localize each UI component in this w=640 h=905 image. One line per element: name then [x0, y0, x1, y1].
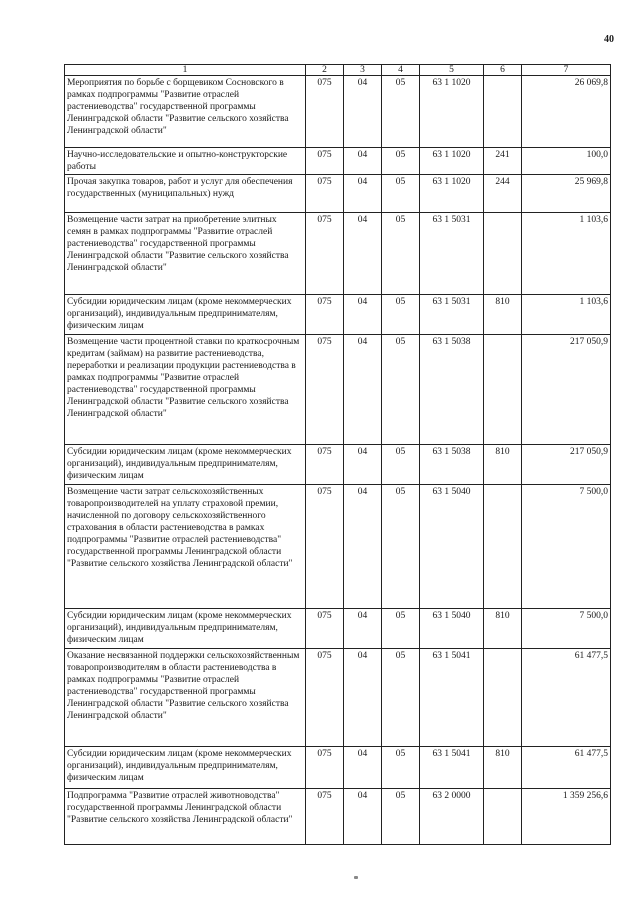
table-row [65, 747, 611, 789]
amount: 7 500,0 [522, 485, 611, 609]
amount: 7 500,0 [522, 609, 611, 649]
expense-type-code: 810 [484, 609, 522, 649]
target-article-code: 63 1 1020 [420, 175, 484, 213]
subsection-code: 05 [382, 213, 420, 295]
ministry-code: 075 [306, 747, 344, 789]
expense-type-code: 244 [484, 175, 522, 213]
table-row [65, 148, 611, 175]
amount: 100,0 [522, 148, 611, 175]
target-article-code: 63 1 5041 [420, 747, 484, 789]
row-name: Возмещение части затрат сельскохозяйственных товаропроизводителей на уплату страховой премии, начисленной по договору сельскохозяйственного страхования в области растениеводства в рамках подпрограммы "Развитие отраслей растениеводства" государственной программы Ленинградской области "Развитие сельского хозяйства Ленинградской области" [65, 485, 306, 609]
amount: 1 103,6 [522, 295, 611, 335]
amount: 217 050,9 [522, 445, 611, 485]
subsection-code: 05 [382, 445, 420, 485]
subsection-code: 05 [382, 335, 420, 445]
target-article-code: 63 1 5031 [420, 295, 484, 335]
expense-type-code [484, 649, 522, 747]
table-row [65, 485, 611, 609]
column-header: 4 [382, 65, 420, 76]
row-name: Оказание несвязанной поддержки сельскохозяйственным товаропроизводителям в области растениеводства в рамках подпрограммы "Развитие отраслей растениеводства" государственной программы Ленинградской области "Развитие сельского хозяйства Ленинградской области" [65, 649, 306, 747]
ministry-code: 075 [306, 789, 344, 845]
amount: 217 050,9 [522, 335, 611, 445]
column-header: 1 [65, 65, 306, 76]
target-article-code: 63 1 5031 [420, 213, 484, 295]
page-number: 40 [604, 34, 614, 45]
budget-table [64, 64, 611, 845]
section-code: 04 [344, 747, 382, 789]
expense-type-code: 241 [484, 148, 522, 175]
column-header: 7 [522, 65, 611, 76]
amount: 61 477,5 [522, 649, 611, 747]
expense-type-code [484, 789, 522, 845]
table-row [65, 295, 611, 335]
section-code: 04 [344, 148, 382, 175]
section-code: 04 [344, 76, 382, 148]
table-row [65, 789, 611, 845]
row-name: Мероприятия по борьбе с борщевиком Сосновского в рамках подпрограммы "Развитие отраслей растениеводства" государственной программы Ленинградской области "Развитие сельского хозяйства Ленинградской области" [65, 76, 306, 148]
column-header: 6 [484, 65, 522, 76]
target-article-code: 63 1 5038 [420, 335, 484, 445]
row-name: Подпрограмма "Развитие отраслей животноводства" государственной программы Ленинградской области "Развитие сельского хозяйства Ленинградской области" [65, 789, 306, 845]
expense-type-code [484, 213, 522, 295]
target-article-code: 63 1 5040 [420, 485, 484, 609]
expense-type-code: 810 [484, 445, 522, 485]
table-row [65, 335, 611, 445]
amount: 1 359 256,6 [522, 789, 611, 845]
row-name: Субсидии юридическим лицам (кроме некоммерческих организаций), индивидуальным предпринимателям, физическим лицам [65, 747, 306, 789]
table-row [65, 609, 611, 649]
ministry-code: 075 [306, 609, 344, 649]
section-code: 04 [344, 213, 382, 295]
subsection-code: 05 [382, 148, 420, 175]
target-article-code: 63 1 5040 [420, 609, 484, 649]
expense-type-code [484, 335, 522, 445]
subsection-code: 05 [382, 789, 420, 845]
ministry-code: 075 [306, 175, 344, 213]
subsection-code: 05 [382, 649, 420, 747]
row-name: Возмещение части процентной ставки по краткосрочным кредитам (займам) на развитие растениеводства, переработки и реализации продукции растениеводства в рамках подпрограммы "Развитие отраслей растениеводства" государственной программы Ленинградской области "Развитие сельского хозяйства Ленинградской области" [65, 335, 306, 445]
ministry-code: 075 [306, 213, 344, 295]
row-name: Субсидии юридическим лицам (кроме некоммерческих организаций), индивидуальным предпринимателям, физическим лицам [65, 609, 306, 649]
row-name: Научно-исследовательские и опытно-конструкторские работы [65, 148, 306, 175]
section-code: 04 [344, 485, 382, 609]
header-row [65, 65, 611, 76]
table-row [65, 175, 611, 213]
table-row [65, 649, 611, 747]
amount: 26 069,8 [522, 76, 611, 148]
subsection-code: 05 [382, 609, 420, 649]
section-code: 04 [344, 335, 382, 445]
expense-type-code: 810 [484, 747, 522, 789]
subsection-code: 05 [382, 485, 420, 609]
target-article-code: 63 1 1020 [420, 76, 484, 148]
table-row [65, 445, 611, 485]
target-article-code: 63 1 1020 [420, 148, 484, 175]
subsection-code: 05 [382, 76, 420, 148]
row-name: Субсидии юридическим лицам (кроме некоммерческих организаций), индивидуальным предпринимателям, физическим лицам [65, 445, 306, 485]
column-header: 5 [420, 65, 484, 76]
row-name: Возмещение части затрат на приобретение элитных семян в рамках подпрограммы "Развитие отраслей растениеводства" государственной программы Ленинградской области "Развитие сельского хозяйства Ленинградской области" [65, 213, 306, 295]
ministry-code: 075 [306, 485, 344, 609]
table-row [65, 76, 611, 148]
amount: 25 969,8 [522, 175, 611, 213]
row-name: Субсидии юридическим лицам (кроме некоммерческих организаций), индивидуальным предпринимателям, физическим лицам [65, 295, 306, 335]
ministry-code: 075 [306, 148, 344, 175]
ministry-code: 075 [306, 76, 344, 148]
subsection-code: 05 [382, 175, 420, 213]
target-article-code: 63 1 5038 [420, 445, 484, 485]
ministry-code: 075 [306, 445, 344, 485]
ministry-code: 075 [306, 335, 344, 445]
amount: 61 477,5 [522, 747, 611, 789]
table-row [65, 213, 611, 295]
section-code: 04 [344, 609, 382, 649]
expense-type-code [484, 76, 522, 148]
row-name: Прочая закупка товаров, работ и услуг для обеспечения государственных (муниципальных) нужд [65, 175, 306, 213]
section-code: 04 [344, 295, 382, 335]
scan-smudge [354, 876, 358, 879]
section-code: 04 [344, 789, 382, 845]
column-header: 3 [344, 65, 382, 76]
section-code: 04 [344, 175, 382, 213]
ministry-code: 075 [306, 295, 344, 335]
amount: 1 103,6 [522, 213, 611, 295]
expense-type-code: 810 [484, 295, 522, 335]
column-header: 2 [306, 65, 344, 76]
subsection-code: 05 [382, 747, 420, 789]
section-code: 04 [344, 445, 382, 485]
subsection-code: 05 [382, 295, 420, 335]
expense-type-code [484, 485, 522, 609]
section-code: 04 [344, 649, 382, 747]
ministry-code: 075 [306, 649, 344, 747]
target-article-code: 63 1 5041 [420, 649, 484, 747]
target-article-code: 63 2 0000 [420, 789, 484, 845]
